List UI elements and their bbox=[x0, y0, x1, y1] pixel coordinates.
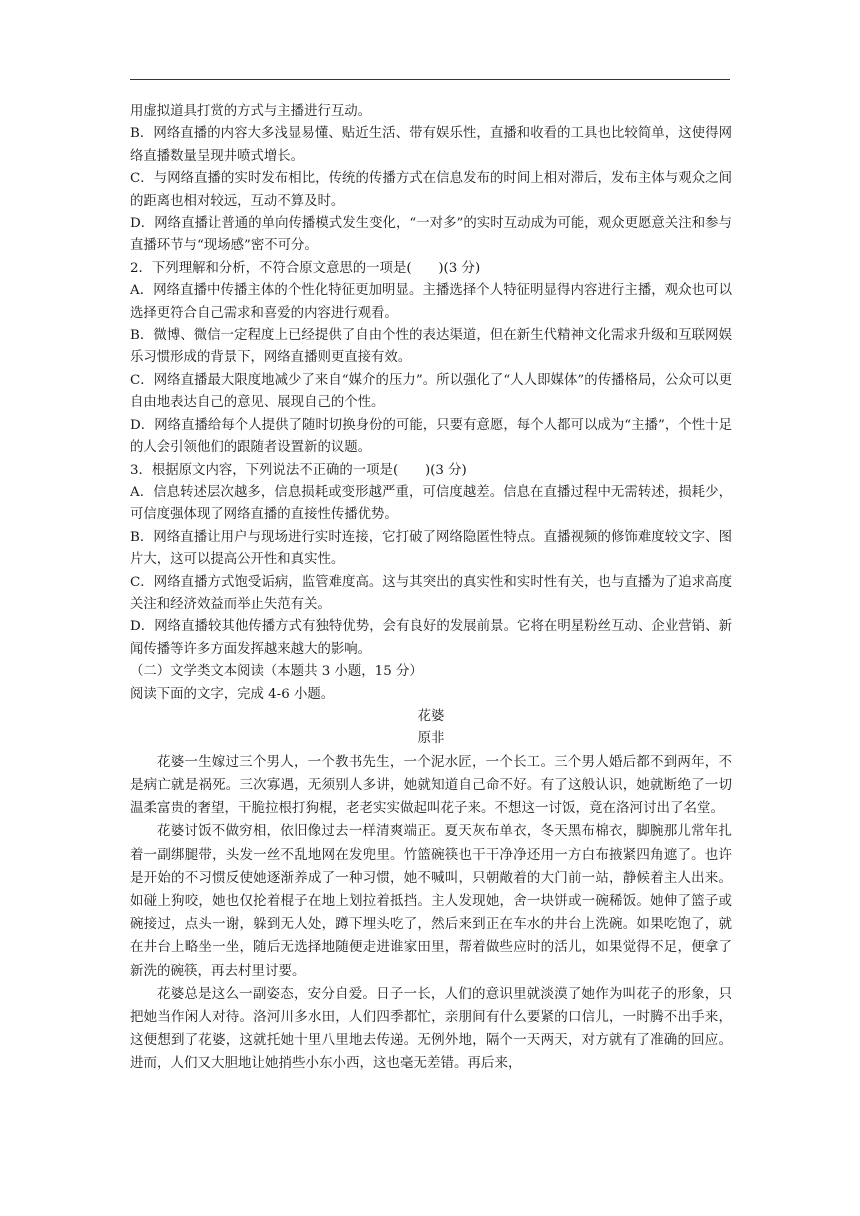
option-a-end: 用虚拟道具打赏的方式与主播进行互动。 bbox=[130, 104, 372, 119]
q2-option-a: A．网络直播中传播主体的个性化特征更加明显。主播选择个人特征明显得内容进行主播，观众也可以选择更符合自己需求和喜爱的内容进行观看。 bbox=[130, 283, 732, 321]
q2-option-b: B．微博、微信一定程度上已经提供了自由个性的表达渠道，但在新生代精神文化需求升级和互联网娱乐习惯形成的背景下，网络直播则更直接有效。 bbox=[130, 328, 732, 366]
question-3: 3．根据原文内容，下列说法不正确的一项是( )(3 分) bbox=[130, 462, 467, 478]
section-heading: （二）文学类文本阅读（本题共 3 小题，15 分） bbox=[130, 664, 423, 680]
q2-option-c: C．网络直播最大限度地减少了来自“媒介的压力”。所以强化了“人人即媒体”的传播格局，公众可以更自由地表达自己的意见、展现自己的个性。 bbox=[130, 372, 732, 411]
q2-option-d: D．网络直播给每个人提供了随时切换身份的可能，只要有意愿，每个人都可以成为“主播”，个性十足的人会引领他们的跟随者设置新的议题。 bbox=[130, 417, 732, 456]
story-paragraph-2: 花婆讨饭不做穷相，依旧像过去一样清爽端正。夏天灰布单衣，冬天黑布棉衣，脚腕那儿常年扎着一副绑腿带，头发一丝不乱地网在发兜里。竹篮碗筷也干干净净还用一方白布掖紧四角遮了。也许是开始的不习惯反使她逐渐养成了一种习惯，她不喊叫，只朝敞着的大门前一站，静候着主人出来。如碰上狗咬，她也仅抡着棍子在地上划拉着抵挡。主人发现她，舍一块饼或一碗稀饭。她伸了篮子或碗接过，点头一谢，躲到无人处，蹲下埋头吃了，然后来到正在车水的井台上洗碗。如果吃饱了，就在井台上略坐一坐，随后无选择地随便走进谁家田里，帮着做些应时的活儿，如果觉得不足，便拿了新洗的碗筷，再去村里讨要。 bbox=[130, 823, 732, 979]
story-title: 花婆 bbox=[417, 708, 445, 724]
q1-option-c: C．与网络直播的实时发布相比，传统的传播方式在信息发布的时间上相对滞后，发布主体与观众之间的距离也相对较远，互动不算及时。 bbox=[130, 171, 732, 209]
story-paragraph-1: 花婆一生嫁过三个男人，一个教书先生，一个泥水匠，一个长工。三个男人婚后都不到两年，不是病亡就是祸死。三次寡遇，无须别人多讲，她就知道自己命不好。有了这般认识，她就断绝了一切温柔富贵的奢望，干脆拉根打狗棍，老老实实做起叫花子来。不想这一讨饭，竟在洛河讨出了名堂。 bbox=[130, 753, 732, 817]
q1-option-d: D．网络直播让普通的单向传播模式发生变化，“一对多”的实时互动成为可能，观众更愿意关注和参与直播环节与“现场感”密不可分。 bbox=[130, 216, 732, 254]
q1-option-b: B．网络直播的内容大多浅显易懂、贴近生活、带有娱乐性，直播和收看的工具也比较简单，这使得网络直播数量呈现井喷式增长。 bbox=[130, 126, 732, 164]
story-author: 原非 bbox=[417, 731, 445, 747]
reading-instruction: 阅读下面的文字，完成 4-6 小题。 bbox=[130, 686, 335, 702]
header-rule bbox=[130, 79, 730, 80]
q3-option-d: D．网络直播较其他传播方式有独特优势，会有良好的发展前景。它将在明星粉丝互动、企业营销、新闻传播等许多方面发挥越来越大的影响。 bbox=[130, 619, 732, 657]
question-2: 2．下列理解和分析，不符合原文意思的一项是( )(3 分) bbox=[130, 260, 481, 276]
q3-option-c: C．网络直播方式饱受诟病，监管难度高。这与其突出的真实性和实时性有关，也与直播为了追求高度关注和经济效益而举止失范有关。 bbox=[130, 574, 732, 612]
question-section bbox=[130, 101, 732, 706]
story-paragraph-3: 花婆总是这么一副姿态，安分自爱。日子一长，人们的意识里就淡漠了她作为叫花子的形象，只把她当作闲人对待。洛河川多水田，人们四季都忙，亲朋间有什么要紧的口信儿，一时腾不出手来，这便想到了花婆，这就托她十里八里地去传递。无例外地，隔个一天两天，对方就有了准确的回应。进而，人们又大胆地让她捎些小东小西，这也毫无差错。再后来， bbox=[130, 985, 732, 1072]
document-body bbox=[130, 101, 732, 1076]
q3-option-b: B．网络直播让用户与现场进行实时连接，它打破了网络隐匿性特点。直播视频的修饰难度较文字、图片大，这可以提高公开性和真实性。 bbox=[130, 529, 732, 568]
story-section bbox=[130, 706, 732, 1076]
q3-option-a: A．信息转述层次越多，信息损耗或变形越严重，可信度越差。信息在直播过程中无需转述，损耗少，可信度强体现了网络直播的直接性传播优势。 bbox=[130, 484, 732, 523]
